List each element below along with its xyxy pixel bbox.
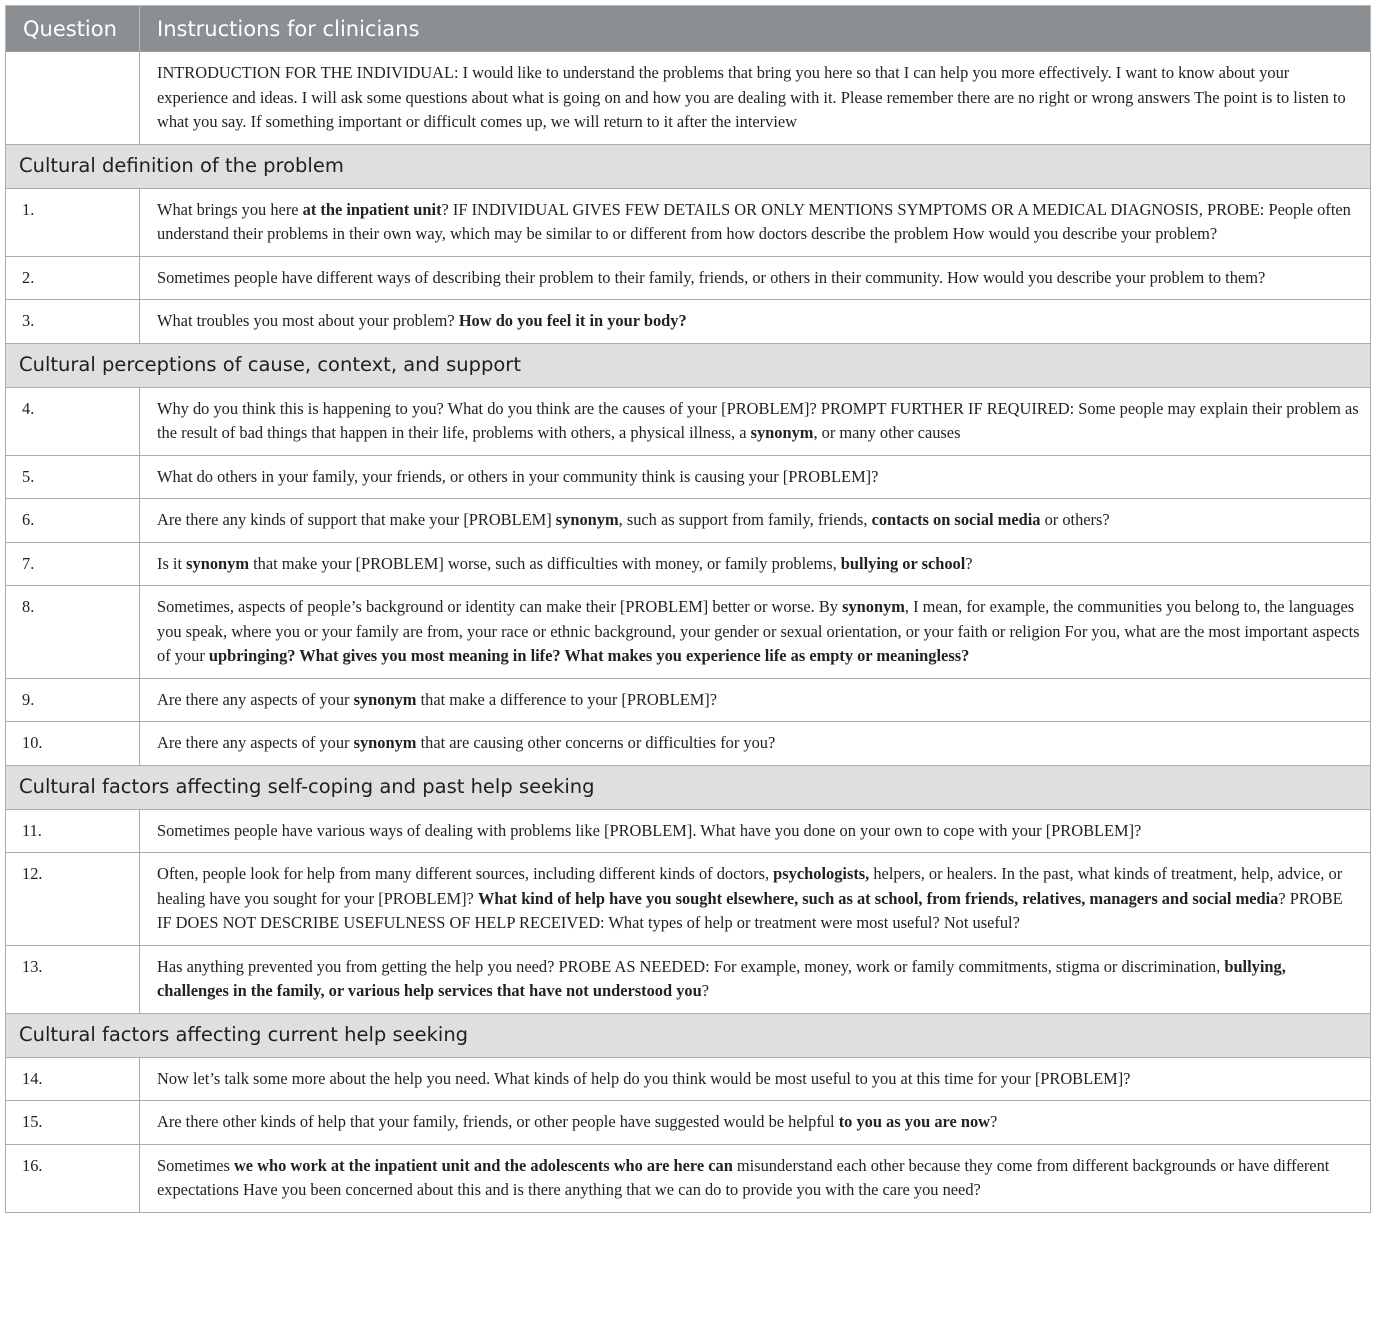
question-text-segment: , or many other causes: [813, 423, 961, 442]
question-text-segment: Sometimes: [157, 1155, 234, 1175]
question-row: [6, 1144, 1371, 1212]
question-text-segment: Now let’s talk some more about the help you need. What kinds of help do you think would be most useful to you at this time for your [PROBLEM]?: [157, 1068, 1131, 1088]
question-row: [6, 542, 1371, 586]
table-container: [5, 5, 1370, 1213]
question-text: [140, 188, 1371, 256]
question-text: [140, 678, 1371, 722]
section-header-row: [6, 144, 1371, 188]
question-number: 14.: [6, 1057, 140, 1101]
question-row: [6, 300, 1371, 344]
emphasized-text: psychologists,: [773, 864, 870, 883]
question-row: [6, 586, 1371, 679]
emphasized-text: bullying, challenges in the family, or various help services that have not understood you: [157, 956, 1286, 1000]
question-text-segment: ?: [965, 553, 973, 573]
question-text-segment: Are there any kinds of support that make your [PROBLEM]: [157, 510, 556, 529]
question-number: 6.: [6, 499, 140, 543]
question-number: 2.: [6, 256, 140, 300]
question-text-segment: , I mean, for example, the communities you belong to, the languages you speak, where you or your family are from, your race or ethnic background, your gender or sexual orientation, or your faith or religion For you, what are the most important aspects of your: [157, 597, 1360, 665]
question-text-segment: Are there other kinds of help that your family, friends, or other people have suggested would be helpful: [157, 1112, 839, 1131]
section-header-row: [6, 343, 1371, 387]
section-title: Cultural factors affecting self-coping and past help seeking: [6, 765, 1371, 809]
emphasized-text: synonym: [353, 733, 417, 752]
emphasized-text: synonym: [555, 510, 619, 529]
question-text-segment: that are causing other concerns or difficulties for you?: [416, 733, 776, 752]
question-text: [140, 1057, 1371, 1101]
question-row: [6, 256, 1371, 300]
question-number: 11.: [6, 809, 140, 853]
section-header-row: [6, 1013, 1371, 1057]
question-text: [140, 1101, 1371, 1145]
question-number: 3.: [6, 300, 140, 344]
question-number: 12.: [6, 853, 140, 946]
question-text: [140, 499, 1371, 543]
question-row: [6, 945, 1371, 1013]
question-text: [140, 387, 1371, 455]
question-number: 13.: [6, 945, 140, 1013]
question-text-segment: that make a difference to your [PROBLEM]?: [416, 689, 718, 709]
question-text: [140, 586, 1371, 679]
question-text: [140, 722, 1371, 766]
question-row: [6, 499, 1371, 543]
emphasized-text: we who work at the inpatient unit and the adolescents who are here can: [233, 1155, 733, 1175]
question-text: [140, 1144, 1371, 1212]
question-number: 10.: [6, 722, 140, 766]
question-text-segment: Are there any aspects of your: [157, 689, 354, 709]
question-text-segment: ?: [701, 981, 709, 1000]
question-text-segment: Sometimes people have different ways of describing their problem to their family, friends, or others in their community. How would you describe your problem to them?: [157, 267, 1266, 287]
question-row: [6, 387, 1371, 455]
question-number: 8.: [6, 586, 140, 679]
emphasized-text: bullying or school: [840, 553, 966, 573]
intro-row: [6, 52, 1371, 145]
question-text-segment: Is it: [157, 553, 187, 573]
question-row: [6, 1057, 1371, 1101]
question-text-segment: misunderstand each other because they come from different backgrounds or have different expectations Have you been concerned about this and is there anything that we can do to provide you with the care you need?: [157, 1155, 1330, 1199]
column-header-question: Question: [6, 6, 140, 52]
question-text-segment: Often, people look for help from many different sources, including different kinds of doctors,: [157, 864, 774, 883]
question-text-segment: What troubles you most about your problem?: [157, 311, 459, 330]
question-row: [6, 678, 1371, 722]
emphasized-text: upbringing? What gives you most meaning in life? What makes you experience life as empty or meaningless?: [208, 646, 970, 665]
question-text-segment: that make your [PROBLEM] worse, such as difficulties with money, or family problems,: [249, 553, 841, 573]
question-text-segment: helpers, or healers. In the past, what kinds of treatment, help, advice, or healing have you sought for your [PROBLEM]?: [157, 864, 1343, 908]
question-number: 1.: [6, 188, 140, 256]
question-row: [6, 1101, 1371, 1145]
section-title: Cultural perceptions of cause, context, and support: [6, 343, 1371, 387]
question-number: 5.: [6, 455, 140, 499]
question-text-segment: ? PROBE IF DOES NOT DESCRIBE USEFULNESS OF HELP RECEIVED: What types of help or treatment were most useful? Not useful?: [157, 888, 1343, 932]
emphasized-text: What kind of help have you sought elsewhere, such as at school, from friends, relatives, managers and social media: [477, 888, 1279, 908]
question-text-segment: ? IF INDIVIDUAL GIVES FEW DETAILS OR ONLY MENTIONS SYMPTOMS OR A MEDICAL DIAGNOSIS, PROBE: People often understand their problems in their own way, which may be similar to or different from how doctors describe the problem How would you describe your problem?: [157, 199, 1351, 243]
question-number: 15.: [6, 1101, 140, 1145]
question-row: [6, 853, 1371, 946]
question-text: [140, 256, 1371, 300]
question-row: [6, 809, 1371, 853]
question-text-segment: or others?: [1040, 510, 1110, 529]
header-row: [6, 6, 1371, 52]
question-text: [140, 945, 1371, 1013]
emphasized-text: contacts on social media: [871, 510, 1041, 529]
question-text: [140, 455, 1371, 499]
column-header-instructions: Instructions for clinicians: [140, 6, 1371, 52]
section-title: Cultural definition of the problem: [6, 144, 1371, 188]
emphasized-text: synonym: [186, 553, 249, 573]
emphasized-text: at the inpatient unit: [302, 199, 442, 219]
emphasized-text: synonym: [842, 597, 905, 616]
question-number-cell: [6, 52, 140, 145]
question-number: 16.: [6, 1144, 140, 1212]
emphasized-text: to you as you are now: [838, 1112, 991, 1131]
question-row: [6, 722, 1371, 766]
question-row: [6, 455, 1371, 499]
question-text-segment: Has anything prevented you from getting the help you need? PROBE AS NEEDED: For example, money, work or family commitments, stigma or discrimination,: [157, 956, 1225, 976]
question-text: [140, 809, 1371, 853]
table-body: [6, 52, 1371, 1213]
question-number: 7.: [6, 542, 140, 586]
cultural-formulation-table: [5, 5, 1371, 1213]
emphasized-text: synonym: [353, 689, 417, 709]
section-header-row: [6, 765, 1371, 809]
question-text-segment: Why do you think this is happening to you? What do you think are the causes of your [PROBLEM]? PROMPT FURTHER IF REQUIRED: Some people may explain their problem as the result of bad things that happen in their life, problems with others, a physical illness, a: [157, 398, 1359, 442]
question-text-segment: , such as support from family, friends,: [618, 510, 872, 529]
question-text: [140, 542, 1371, 586]
intro-text: INTRODUCTION FOR THE INDIVIDUAL: I would like to understand the problems that bring you here so that I can help you more effectively. I want to know about your experience and ideas. I will ask some questions about what is going on and how you are dealing with it. Please remember there are no right or wrong answers The point is to listen to what you say. If something important or difficult comes up, we will return to it after the interview: [140, 52, 1371, 145]
question-text: [140, 853, 1371, 946]
question-text-segment: What brings you here: [157, 199, 303, 219]
question-text-segment: What do others in your family, your friends, or others in your community think is causing your [PROBLEM]?: [157, 466, 879, 486]
question-text-segment: Are there any aspects of your: [157, 733, 354, 752]
emphasized-text: How do you feel it in your body?: [458, 311, 687, 330]
question-row: [6, 188, 1371, 256]
question-number: 9.: [6, 678, 140, 722]
question-text-segment: ?: [990, 1112, 998, 1131]
emphasized-text: synonym: [750, 423, 814, 442]
question-text-segment: Sometimes, aspects of people’s background or identity can make their [PROBLEM] better or worse. By: [157, 597, 843, 616]
question-text: [140, 300, 1371, 344]
question-number: 4.: [6, 387, 140, 455]
section-title: Cultural factors affecting current help seeking: [6, 1013, 1371, 1057]
question-text-segment: Sometimes people have various ways of dealing with problems like [PROBLEM]. What have you done on your own to cope with your [PROBLEM]?: [157, 820, 1142, 840]
